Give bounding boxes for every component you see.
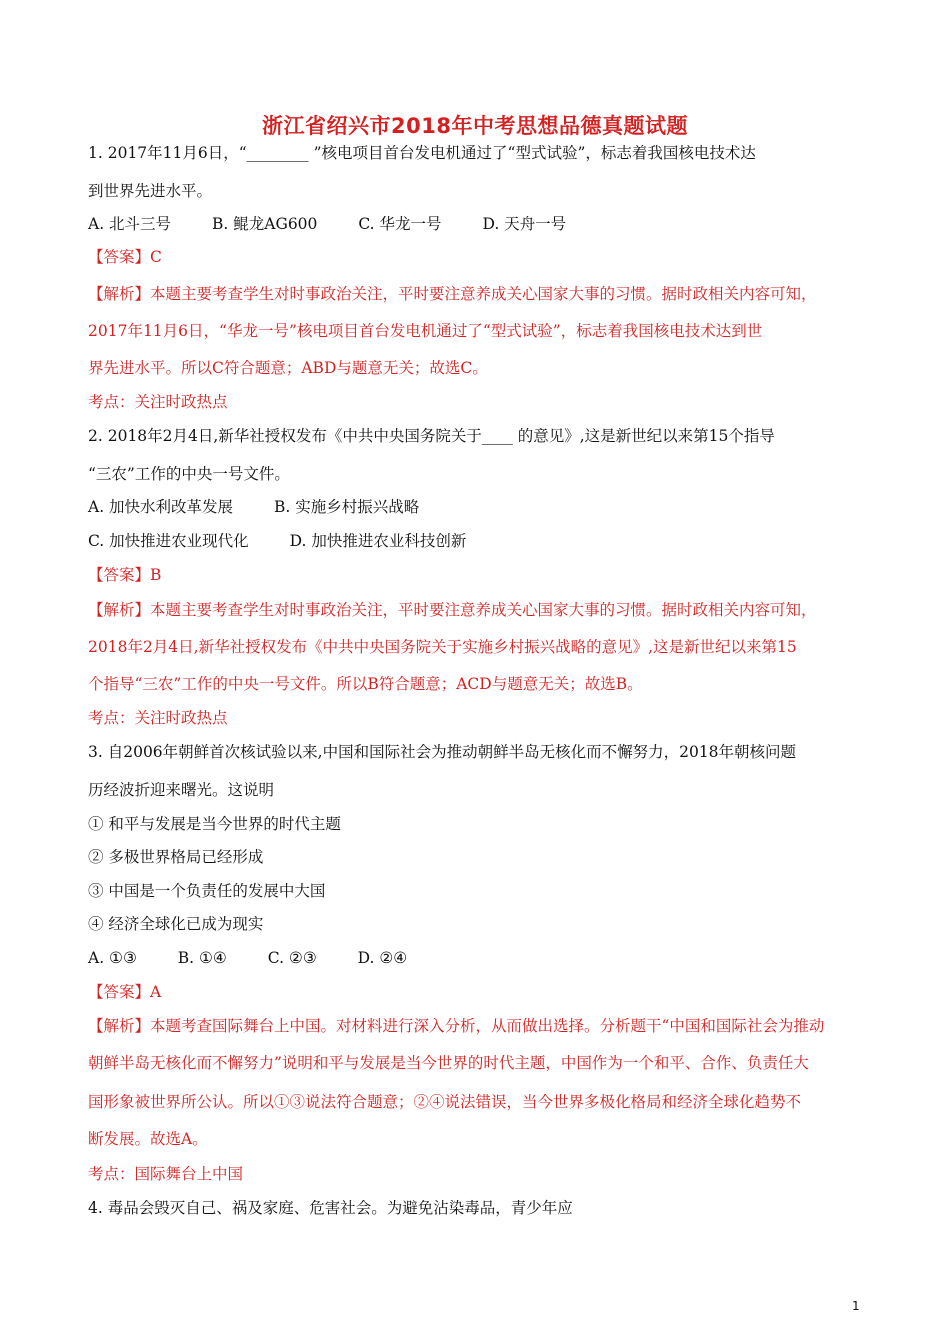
q2-options-row-2: [88, 530, 878, 552]
q2-options-row-1: [88, 496, 878, 518]
q3-item-4: ④ 经济全球化已成为现实: [88, 915, 264, 933]
q3-option-c: C. ②③: [267, 949, 317, 967]
q1-answer: 【答案】C: [88, 248, 162, 266]
q2-analysis-line-1: 【解析】本题主要考查学生对时事政治关注，平时要注意养成关心国家大事的习惯。据时政相关内容可知，: [88, 601, 817, 619]
q2-stem-line-2: “三农”工作的中央一号文件。: [88, 465, 290, 483]
q3-analysis-line-1: 【解析】本题考查国际舞台上中国。对材料进行深入分析，从而做出选择。分析题干“中国和国际社会为推动: [88, 1017, 825, 1035]
q2-stem-line-1: 2. 2018年2月4日,新华社授权发布《中共中央国务院关于____ 的意见》,这是新世纪以来第15个指导: [88, 427, 775, 445]
q2-analysis-line-2: 2018年2月4日,新华社授权发布《中共中央国务院关于实施乡村振兴战略的意见》,这是新世纪以来第15: [88, 638, 797, 656]
q3-item-2: ② 多极世界格局已经形成: [88, 848, 264, 866]
q3-option-b: B. ①④: [177, 949, 227, 967]
q3-stem-line-2: 历经波折迎来曙光。这说明: [88, 781, 275, 799]
document-title: 浙江省绍兴市2018年中考思想品德真题试题: [262, 114, 688, 138]
q3-item-3: ③ 中国是一个负责任的发展中大国: [88, 882, 326, 900]
q1-options: [88, 213, 878, 235]
q2-option-d: D. 加快推进农业科技创新: [289, 532, 467, 550]
q3-item-1: ① 和平与发展是当今世界的时代主题: [88, 815, 341, 833]
q3-analysis-line-2: 朝鲜半岛无核化而不懈努力”说明和平与发展是当今世界的时代主题，中国作为一个和平、合作、负责任大: [88, 1054, 809, 1072]
q2-option-c: C. 加快推进农业现代化: [88, 532, 249, 550]
q3-analysis-line-4: 断发展。故选A。: [88, 1130, 208, 1148]
q2-analysis-line-3: 个指导“三农”工作的中央一号文件。所以B符合题意；ACD与题意无关；故选B。: [88, 675, 643, 693]
q1-stem-line-2: 到世界先进水平。: [88, 182, 213, 200]
q1-analysis-line-2: 2017年11月6日，“华龙一号”核电项目首台发电机通过了“型式试验”，标志着我国核电技术达到世: [88, 322, 763, 340]
q3-analysis-line-3: 国形象被世界所公认。所以①③说法符合题意；②④说法错误，当今世界多极化格局和经济全球化趋势不: [88, 1093, 802, 1111]
q1-analysis-line-3: 界先进水平。所以C符合题意；ABD与题意无关；故选C。: [88, 359, 488, 377]
q3-knowledge-point: 考点：国际舞台上中国: [88, 1165, 244, 1183]
q3-option-a: A. ①③: [88, 949, 137, 967]
q1-option-b: B. 鲲龙AG600: [212, 215, 318, 233]
q2-option-a: A. 加快水利改革发展: [88, 498, 234, 516]
q3-answer: 【答案】A: [88, 983, 162, 1001]
page-number: 1: [852, 1299, 860, 1313]
q1-stem-line-1: 1. 2017年11月6日，“________ ”核电项目首台发电机通过了“型式试验”，标志着我国核电技术达: [88, 144, 756, 162]
q1-knowledge-point: 考点：关注时政热点: [88, 393, 228, 411]
q1-option-d: D. 天舟一号: [482, 215, 567, 233]
q3-option-d: D. ②④: [357, 949, 408, 967]
q2-answer: 【答案】B: [88, 566, 162, 584]
q1-option-a: A. 北斗三号: [88, 215, 172, 233]
q1-option-c: C. 华龙一号: [358, 215, 442, 233]
q3-stem-line-1: 3. 自2006年朝鲜首次核试验以来,中国和国际社会为推动朝鲜半岛无核化而不懈努力，2018年朝核问题: [88, 743, 797, 761]
q2-option-b: B. 实施乡村振兴战略: [274, 498, 420, 516]
q1-analysis-line-1: 【解析】本题主要考查学生对时事政治关注，平时要注意养成关心国家大事的习惯。据时政相关内容可知，: [88, 285, 817, 303]
q4-stem-line-1: 4. 毒品会毁灭自己、祸及家庭、危害社会。为避免沾染毒品，青少年应: [88, 1199, 573, 1217]
q2-knowledge-point: 考点：关注时政热点: [88, 709, 228, 727]
q3-options: [88, 947, 878, 969]
